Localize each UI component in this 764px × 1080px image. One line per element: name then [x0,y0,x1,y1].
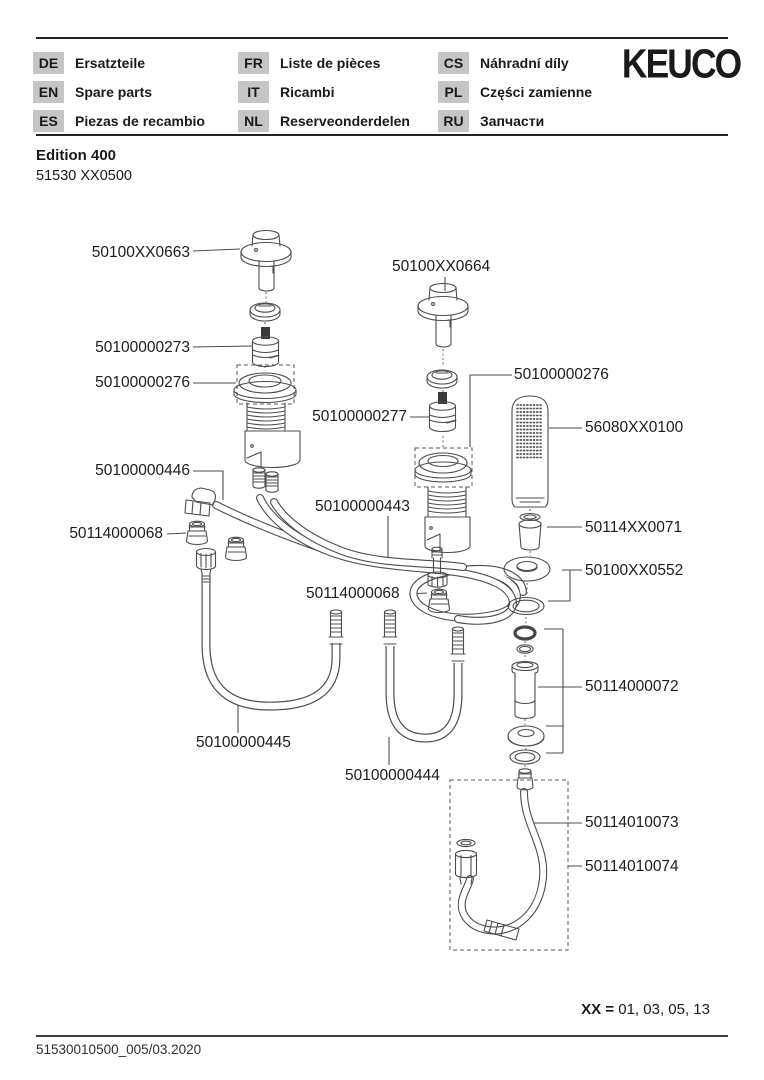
cone-fitting-071 [519,514,541,551]
label-50100000444: 50100000444 [345,767,440,784]
hose-kit-fitting [517,769,533,790]
nut-middle [427,370,457,388]
lang-label: Części zamienne [480,83,593,100]
valve-body-middle [425,487,470,553]
lang-code-badge: IT [238,81,269,103]
label-50114000068-a: 50114000068 [69,525,163,542]
handshower [512,396,548,507]
nut-left [250,303,280,321]
lang-label: Piezas de recambio [75,112,205,129]
lang-code-badge: ES [33,110,64,132]
hose-444 [390,646,458,738]
cartridge-277 [430,392,457,432]
lang-code-badge: CS [438,52,469,74]
label-50100xx0664: 50100XX0664 [392,258,491,275]
valve-body-left [245,403,300,468]
lang-code-badge: NL [238,110,269,132]
stack-072 [508,627,544,764]
hose-073 [462,792,544,930]
label-50100000276-right: 50100000276 [514,366,609,383]
label-50100xx0663: 50100XX0663 [91,244,190,261]
handle-middle [418,284,468,348]
lang-code-badge: PL [438,81,469,103]
variant-prefix: XX = [581,1001,615,1018]
escutcheon-276-left [234,373,296,402]
label-50100xx0552: 50100XX0552 [585,562,684,579]
elbow-fitting [185,488,215,516]
document-id: 51530010500_005/03.2020 [36,1042,202,1057]
model-number: 51530 XX0500 [36,168,132,184]
series-title: Edition 400 [36,147,117,164]
lang-label: Ersatzteile [75,54,146,71]
lang-code-badge: EN [33,81,64,103]
label-50114010073: 50114010073 [585,814,679,831]
label-50100000446: 50100000446 [95,462,190,479]
label-56080xx0100: 56080XX0100 [585,419,684,436]
keuco-logo: KEUCO [621,42,740,88]
label-50100000443: 50100000443 [315,498,410,515]
outlet-fittings-446 [253,468,278,492]
label-50100000276-left: 50100000276 [95,374,190,391]
label-50114010074: 50114010074 [585,858,679,875]
cartridge-273 [253,327,280,367]
label-50100000277: 50100000277 [312,408,407,425]
lang-label: Liste de pièces [280,54,381,71]
lang-code-badge: RU [438,110,469,132]
lang-label: Reserveonderdelen [280,112,410,129]
label-50114xx0071: 50114XX0071 [585,519,683,536]
lang-label: Náhradní díly [480,54,569,71]
dashed-box-escutcheon-middle [415,448,472,487]
label-50114000068-b: 50114000068 [306,585,400,602]
label-50100000445: 50100000445 [196,734,291,751]
lang-code-badge: FR [238,52,269,74]
fitting-068-left [187,521,247,560]
escutcheon-276-middle [415,453,471,482]
label-50100000273: 50100000273 [95,339,190,356]
variant-values: 01, 03, 05, 13 [618,1001,710,1018]
handle-left [241,231,291,292]
lang-code-badge: DE [33,52,64,74]
lang-label: Запчасти [480,112,545,129]
footer-rule [36,1035,728,1037]
lang-label: Ricambi [280,83,335,100]
variant-codes-note [581,1001,710,1018]
label-50114000072: 50114000072 [585,678,679,695]
hex-fitting [197,549,216,586]
lang-label: Spare parts [75,83,153,100]
